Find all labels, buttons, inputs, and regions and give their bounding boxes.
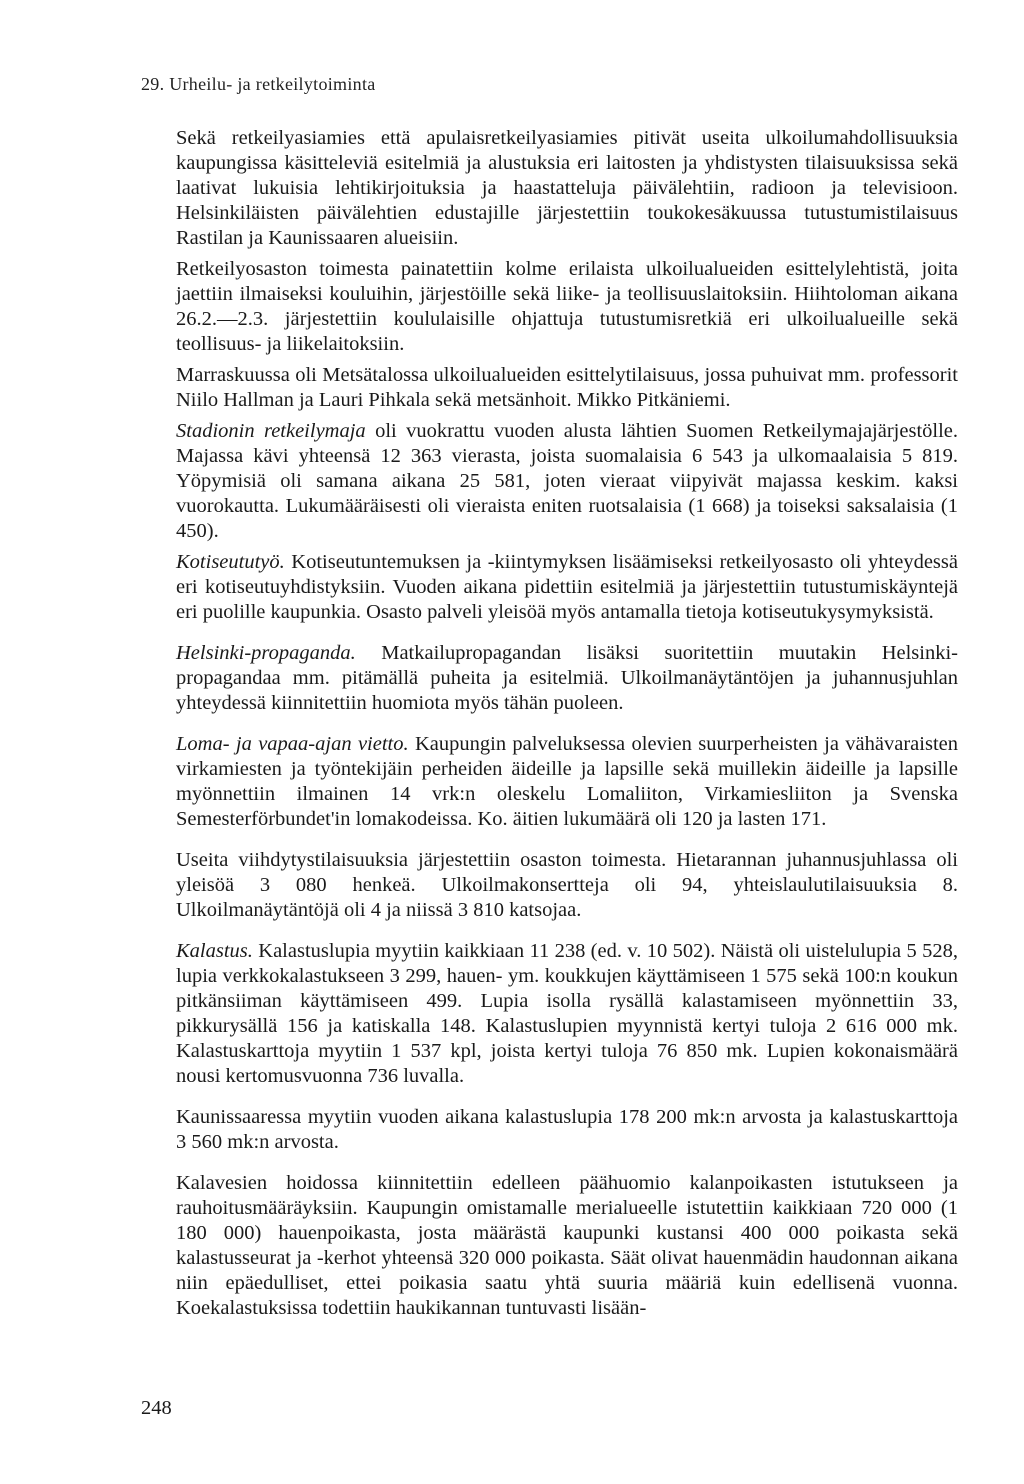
paragraph: Retkeilyosaston toimesta painatettiin kolme erilaista ulkoilualueiden esittelylehtistä, joita jaettiin ilmaiseksi kouluihin, järjestöille sekä liike- ja teollisuuslaitoksiin. Hiihtoloman aikana 26.2.—2.3. järjestettiin koululaisille ohjattuja tutustumisretkiä eri ulkoilualueille sekä teollisuus- ja liikelaitoksiin. xyxy=(176,258,958,355)
paragraph: Sekä retkeilyasiamies että apulaisretkeilyasiamies pitivät useita ulkoilumahdollisuuksia kaupungissa käsitteleviä esitelmiä ja alustuksia eri laitosten ja yhdistysten tilaisuuksissa sekä laativat lukuisia lehtikirjoituksia ja haastatteluja päivälehtiin, radioon ja televisioon. Helsinkiläisten päivälehtien edustajille järjestettiin toukokesäkuussa tutustumistilaisuus Rastilan ja Kaunissaaren alueisiin. xyxy=(176,127,958,249)
paragraph: Kalavesien hoidossa kiinnitettiin edelleen päähuomio kalanpoikasten istutukseen ja rauhoitusmääräyksiin. Kaupungin omistamalle merialueelle istutettiin kaikkiaan 720 000 (1 180 000) hauenpoikasta, josta määrästä kaupunki kustansi 400 000 poikasta sekä kalastusseurat ja -kerhot yhteensä 320 000 poikasta. Säät olivat hauenmädin haudonnan aikana niin epäedulliset, ettei poikasia saatu yhtä suuria määriä kuin edellisenä vuonna. Koekalastuksissa todettiin haukikannan tuntuvasti lisään- xyxy=(176,1172,958,1319)
paragraph-kalastus xyxy=(176,939,958,1089)
paragraph-text: Kotiseutuntemuksen ja -kiintymyksen lisäämiseksi retkeilyosasto oli yhteydessä eri kotiseutuyhdistyksiin. Vuoden aikana pidettiin esitelmiä ja järjestettiin tutustumiskäyntejä eri puolille kaupunkia. Osasto palveli yleisöä myös antamalla tietoja kotiseutukysymyksistä. xyxy=(176,551,958,623)
paragraph-text: oli vuokrattu vuoden alusta lähtien Suomen Retkeilymajajärjestölle. Majassa kävi yhteensä 12 363 vierasta, joista suomalaisia 6 543 ja ulkomaalaisia 5 819. Yöpymisiä oli samana aikana 25 581, joten vieraat viipyivät majassa keskim. kaksi vuorokautta. Lukumääräisesti oli vieraista eniten ruotsalaisia (1 668) ja toiseksi saksalaisia (1 450). xyxy=(176,420,958,542)
body-text xyxy=(176,126,958,1321)
paragraph: Kaunissaaressa myytiin vuoden aikana kalastuslupia 178 200 mk:n arvosta ja kalastuskarttoja 3 560 mk:n arvosta. xyxy=(176,1106,958,1153)
paragraph-kotiseututyo xyxy=(176,550,958,625)
section-title: Kotiseututyö. xyxy=(176,551,285,573)
paragraph: Useita viihdytystilaisuuksia järjestettiin osaston toimesta. Hietarannan juhannusjuhlassa oli yleisöä 3 080 henkeä. Ulkoilmakonsertteja oli 94, yhteislaulutilaisuuksia 8. Ulkoilmanäytäntöjä oli 4 ja niissä 3 810 katsojaa. xyxy=(176,849,958,921)
paragraph-helsinki-propaganda xyxy=(176,641,958,716)
paragraph-text: Kalastuslupia myytiin kaikkiaan 11 238 (ed. v. 10 502). Näistä oli uistelulupia 5 528, lupia verkkokalastukseen 3 299, hauen- ym. koukkujen käyttämiseen 1 575 sekä 100:n koukun pitkänsiiman käyttämiseen 499. Lupia isolla rysällä kalastamiseen myönnettiin 33, pikkurysällä 156 ja katiskalla 148. Kalastuslupien myynnistä kertyi tuloja 2 616 000 mk. Kalastuskarttoja myytiin 1 537 kpl, joista kertyi tuloja 76 850 mk. Lupien kokonaismäärä nousi kertomusvuonna 736 luvalla. xyxy=(176,940,958,1087)
paragraph-loma xyxy=(176,732,958,832)
section-title: Kalastus. xyxy=(176,940,253,962)
section-title: Helsinki-propaganda. xyxy=(176,642,356,664)
paragraph-text: Kaupungin palveluksessa olevien suurperheisten ja vähävaraisten virkamiesten ja työntekijäin perheiden äideille ja lapsille sekä muillekin äideille ja lapsille myönnettiin ilmainen 14 vrk:n oleskelu Lomaliiton, Virkamiesliiton ja Svenska Semesterförbundet'in lomakodeissa. Ko. äitien lukumäärä oli 120 ja lasten 171. xyxy=(176,733,958,830)
paragraph-stadion xyxy=(176,419,958,544)
section-title: Stadionin retkeilymaja xyxy=(176,420,366,442)
section-title: Loma- ja vapaa-ajan vietto. xyxy=(176,733,409,755)
running-head: 29. Urheilu- ja retkeilytoiminta xyxy=(141,74,376,94)
page-number: 248 xyxy=(141,1397,172,1419)
paragraph: Marraskuussa oli Metsätalossa ulkoilualueiden esittelytilaisuus, jossa puhuivat mm. professorit Niilo Hallman ja Lauri Pihkala sekä metsänhoit. Mikko Pitkäniemi. xyxy=(176,364,958,411)
paragraph-text: Matkailupropagandan lisäksi suoritettiin muutakin Helsinki-propagandaa mm. pitämällä puheita ja esitelmiä. Ulkoilmanäytäntöjen ja juhannusjuhlan yhteydessä kiinnitettiin huomiota myös tähän puoleen. xyxy=(176,642,958,714)
